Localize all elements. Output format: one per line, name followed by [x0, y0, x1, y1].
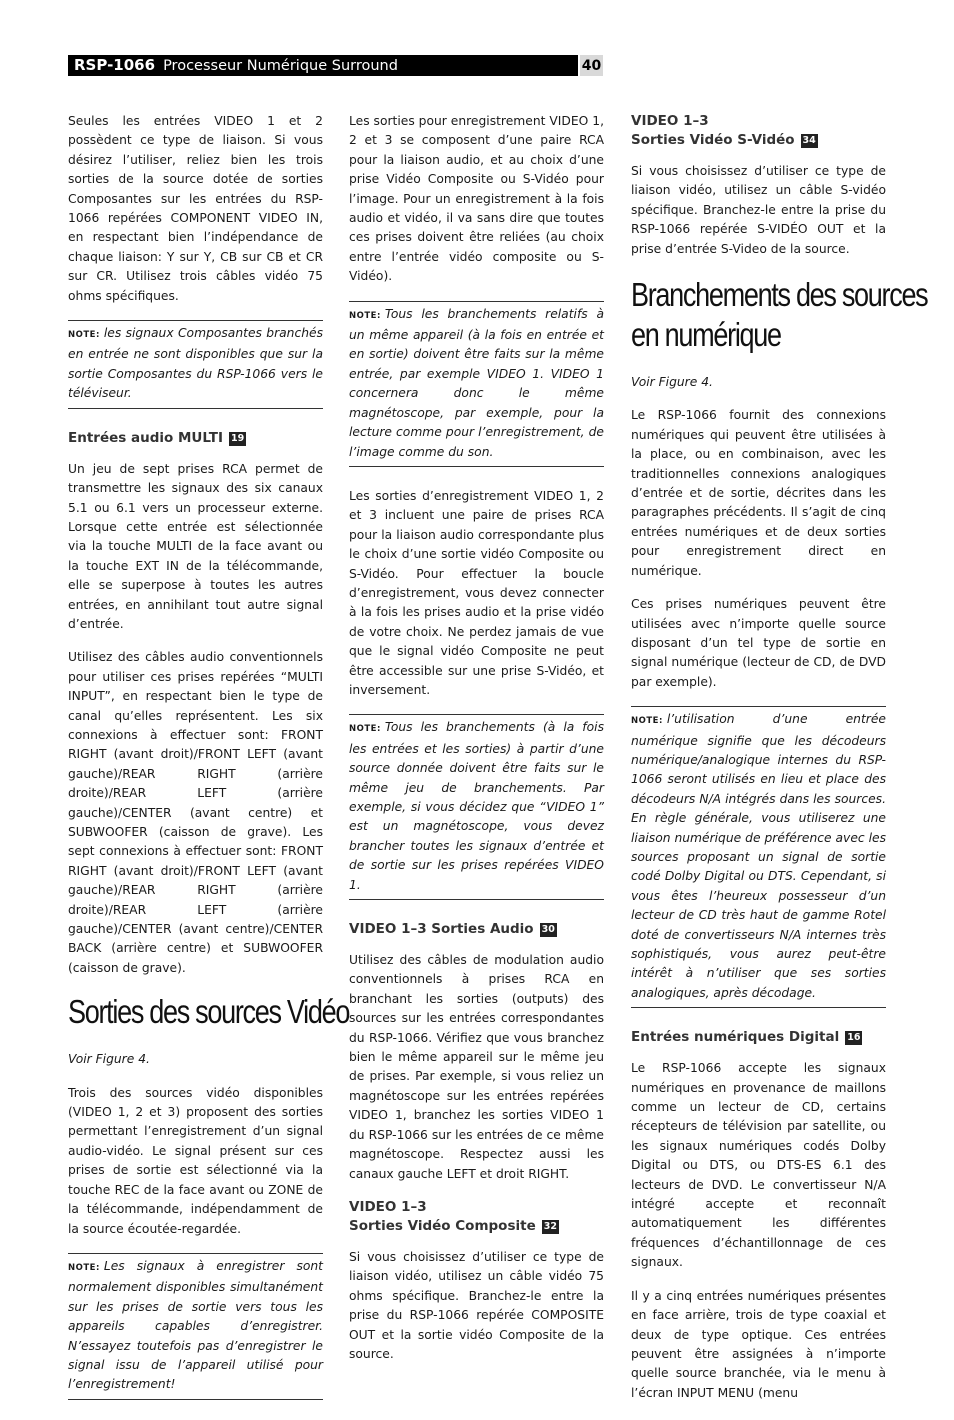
section-heading-audio-outputs: [349, 920, 604, 939]
column-3: [631, 112, 928, 1417]
paragraph: Seules les entrées VIDEO 1 et 2 possèdent ce type de liaison. Si vous désirez l’utiliser, reliez bien les trois sorties de la source dotée de sorties Composantes sur les entrées du RSP-1066 repérées COMPONENT VIDEO IN, en respectant bien l’indépendance de chaque liaison: Y sur Y, CB sur CB et CR sur CR. Utilisez trois câbles vidéo 75 ohms spécifiques.: [68, 114, 323, 303]
page-number: 40: [580, 55, 603, 76]
connector-number-badge: 32: [543, 1220, 557, 1232]
section-title-video-outputs: Sorties des sources Vidéo: [68, 993, 350, 1031]
note-text: [68, 1257, 323, 1395]
note-box: [68, 1253, 323, 1400]
note-label: NOTE:: [68, 1262, 100, 1273]
paragraph: Utilisez des câbles de modulation audio conventionnels à prises RCA en branchant les sorties (outputs) des sources sur les entrées correspondantes du RSP-1066. Vérifiez que vous branchez bien le même appareil sur le même jeu de prises. Par exemple, si vous reliez un magnétoscope sur les entrées repérées VIDEO 1, branchez les sorties VIDEO 1 du RSP-1066 sur les entrées de ce même magnétoscope. Respectez aussi les canaux gauche LEFT et droit RIGHT.: [349, 953, 604, 1181]
heading-text: VIDEO 1–3: [349, 1198, 427, 1215]
section-heading-multi: [68, 429, 323, 448]
figure-reference: Voir Figure 4.: [631, 375, 713, 390]
note-body: les signaux Composantes branchés en entrée ne sont disponibles que sur la sortie Composantes du RSP-1066 vers le téléviseur.: [68, 326, 323, 401]
paragraph: Ces prises numériques peuvent être utilisées avec n’importe quelle source disposant d’un tel type de sortie en signal numérique (lecteur de CD, de DVD par exemple).: [631, 597, 886, 689]
note-text: [68, 324, 323, 404]
column-1: [68, 112, 350, 1420]
note-box: [349, 714, 604, 900]
note-label: NOTE:: [349, 310, 381, 321]
section-heading-composite: [349, 1198, 604, 1236]
paragraph: Le RSP-1066 accepte les signaux numériques en provenance de maillons comme un lecteur de CD, certains récepteurs de télévision par satellite, ou les signaux numériques codés Dolby Digital ou DTS, ou DTS-ES 6.1 des lecteurs de DVD. Le convertisseur N/A intégré accepte et reconnaît automatiquement les différentes fréquences d’échantillonnage de ces signaux.: [631, 1061, 886, 1270]
model-name: RSP-1066: [74, 56, 156, 74]
page-header: [68, 55, 603, 76]
paragraph: Utilisez des câbles audio conventionnels pour utiliser ces prises repérées “MULTI INPUT”, en respectant bien le type de canal qu’elles représentent. Les six connexions à effectuer sont: FRONT RIGHT (avant droit)/FRONT LEFT (avant gauche)/REAR RIGHT (arrière droite)/REAR LEFT (arrière gauche)/CENTER (avant centre) et SUBWOOFER (caisson de grave). Les sept connexions à effectuer sont: FRONT RIGHT (avant droit)/FRONT LEFT (avant gauche)/REAR RIGHT (arrière droite)/REAR LEFT (arrière gauche)/CENTER (avant centre)/CENTER BACK (arrière centre) et SUBWOOFER (caisson de grave).: [68, 650, 323, 975]
paragraph: Si vous choisissez d’utiliser ce type de liaison vidéo, utilisez un câble vidéo 75 ohms spécifique. Branchez-le entre la prise du RSP-1066 repérée COMPOSITE OUT et la sortie vidéo Composite de la source.: [349, 1249, 604, 1361]
paragraph: Trois des sources vidéo disponibles (VIDEO 1, 2 et 3) proposent des sorties permettant l’enregistrement d’un signal audio-vidéo. Le signal présent sur ces prises de sortie est sélectionné via la touche REC de la face avant ou ZONE de la télécommande, indépendamment de la source écoutée-regardée.: [68, 1085, 323, 1236]
column-2: [349, 112, 604, 1378]
title-line: Branchements des sources: [631, 276, 928, 314]
note-box: [631, 706, 886, 1008]
note-text: [349, 718, 604, 895]
connector-number-badge: 16: [847, 1032, 861, 1044]
title-line: en numérique: [631, 316, 781, 354]
heading-text: VIDEO 1–3: [631, 113, 709, 129]
heading-text: Entrées numériques Digital: [631, 1029, 840, 1046]
section-heading-digital-inputs: [631, 1028, 886, 1047]
note-label: NOTE:: [349, 724, 381, 735]
note-text: [631, 710, 886, 1003]
note-body: l’utilisation d’une entrée numérique signifie que les décodeurs numérique/analogique internes du RSP-1066 seront utilisés en lieu et place des décodeurs N/A intégrés dans les sources. En règle générale, vous utiliserez une liaison numérique de préférence avec les sources proposant un signal de sortie codé Dolby Digital ou DTS. Cependant, si vous êtes l’heureux possesseur d’un lecteur de CD très haut de gamme Rotel doté de convertisseurs N/A internes très sophistiqués, vous aurez peut-être intérêt à n’utiliser que ses sorties analogiques, après décodage.: [631, 712, 886, 1000]
note-body: Les signaux à enregistrer sont normalement disponibles simultanément sur les prises de sortie vers tous les appareils capables d’enregistrer. N’essayez toutefois pas d’enregistrer le signal issu de l’appareil utilisé pour l’enregistrement!: [68, 1258, 323, 1392]
heading-text: Sorties Vidéo S-Vidéo: [631, 132, 795, 148]
note-box: [349, 301, 604, 467]
header-bar: [68, 55, 578, 76]
connector-number-badge: 34: [802, 135, 816, 146]
heading-text: VIDEO 1–3 Sorties Audio: [349, 921, 534, 938]
paragraph: Les sorties d’enregistrement VIDEO 1, 2 et 3 incluent une paire de prises RCA pour la liaison audio correspondante plus le choix d’une sortie vidéo Composite ou S-Vidéo. Pour effectuer la boucle d’enregistrement, vous devez connecter à la fois les prises audio et la prise vidéo de votre choix. Ne perdez jamais de vue que le signal vidéo Composite ne peut être accessible sur une prise S-Vidéo, et inversement.: [349, 488, 604, 697]
note-body: Tous les branchements relatifs à un même appareil (à la fois en entrée et en sortie) doivent être faits sur la même entrée, par exemple VIDEO 1. VIDEO 1 concernera donc le même magnétoscope, par exemple, pour la lecture comme pour l’enregistrement, de l’image comme du son.: [349, 306, 604, 459]
paragraph: Si vous choisissez d’utiliser ce type de liaison vidéo, utilisez un câble S-vidéo spécifique. Branchez-le entre la prise du RSP-1066 repérée S-VIDÉO OUT et la prise d’entrée S-Video de la source.: [631, 164, 886, 256]
note-box: [68, 320, 323, 409]
heading-text: Sorties Vidéo Composite: [349, 1217, 536, 1234]
note-text: [349, 305, 604, 462]
heading-text: Entrées audio MULTI: [68, 429, 223, 446]
connector-number-badge: 19: [230, 432, 245, 444]
note-label: NOTE:: [631, 716, 663, 727]
section-heading-svideo: [631, 112, 886, 150]
note-label: NOTE:: [68, 330, 100, 341]
paragraph: Le RSP-1066 fournit des connexions numériques qui peuvent être utilisées à la place, ou en combinaison, avec les traditionnelles connexions analogiques d’entrée et de sortie, décrites dans les paragraphes précédents. Il s’agit de cinq entrées numériques et de deux sorties pour enregistrement direct en numérique.: [631, 408, 886, 578]
document-title: Processeur Numérique Surround: [163, 58, 398, 74]
paragraph: Un jeu de sept prises RCA permet de transmettre les signaux des six canaux 5.1 ou 6.1 vers un processeur externe. Lorsque cette entrée est sélectionnée via la touche MULTI de la face avant ou la touche EXT IN de la télécommande, elle se superpose à toutes les autres entrées, en annihilant tout autre signal d’entrée.: [68, 461, 323, 631]
paragraph: Les sorties pour enregistrement VIDEO 1, 2 et 3 se composent d’une paire RCA pour la liaison audio, et au choix d’une prise Vidéo Composite ou S-Vidéo pour l’image. Pour un enregistrement à la fois audio et vidéo, il va sans dire que toutes ces prises doivent être reliées (au choix entre l’entrée vidéo composite ou S-Vidéo).: [349, 114, 604, 284]
paragraph: Il y a cinq entrées numériques présentes en face arrière, trois de type coaxial et deux de type optique. Ces entrées peuvent être assignées à n’importe quelle source branchée, via le menu à l’écran INPUT MENU (menu: [631, 1288, 886, 1400]
note-body: Tous les branchements (à la fois les entrées et les sorties) à partir d’une source donnée doivent être faits sur le même jeu de branchements. Par exemple, si vous décidez que “VIDEO 1” est un magnétoscope, vous devez brancher toutes les signaux d’entrée et de sortie sur les prises repérées VIDEO 1.: [349, 720, 604, 892]
section-title-digital: [631, 275, 928, 355]
figure-reference: Voir Figure 4.: [68, 1052, 150, 1067]
connector-number-badge: 30: [541, 924, 555, 936]
